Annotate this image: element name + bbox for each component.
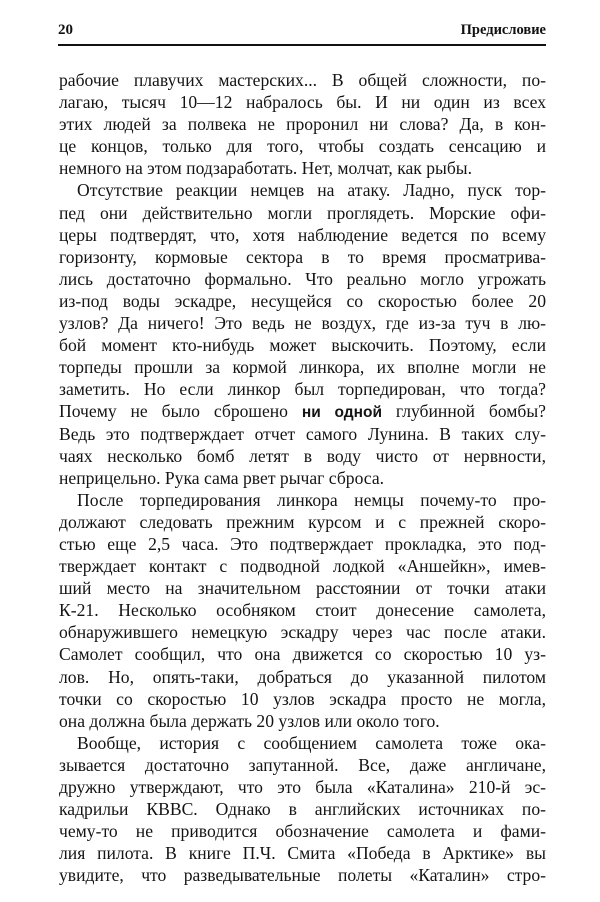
text-line: Ведь это подтверждает отчет самого Лунина. В таких слу- bbox=[59, 423, 546, 444]
text-line bbox=[59, 400, 546, 422]
text-line: неприцельно. Рука сама рвет рычаг сброса. bbox=[59, 467, 385, 488]
text-line: лагаю, тысяч 10—12 набралось бы. И ни один из всех bbox=[59, 92, 546, 113]
text-line: горизонту, кормовые сектора в то время просматрива- bbox=[59, 246, 546, 267]
running-title: Предисловие bbox=[460, 22, 546, 38]
text-line: немного на этом подзаработать. Нет, молчат, как рыбы. bbox=[59, 158, 473, 179]
body-text bbox=[59, 69, 546, 886]
text-line: це концов, только для того, чтобы создать сенсацию и bbox=[59, 136, 546, 157]
text-line: К-21. Несколько особняком стоит донесение самолета, bbox=[59, 600, 546, 621]
text-line: дружно утверждают, что это была «Каталина» 210-й эс- bbox=[59, 777, 546, 797]
text-line: должают следовать прежним курсом и с прежней скоро- bbox=[59, 511, 546, 532]
text-line: обнаружившего немецкую эскадру через час после атаки. bbox=[59, 622, 546, 643]
text-line: лов. Но, опять-таки, добраться до указанной пилотом bbox=[59, 666, 546, 687]
text-line: этих людей за полвека не проронил ни слова? Да, в кон- bbox=[59, 114, 546, 135]
text-line: заметить. Но если линкор был торпедирован, что тогда? bbox=[59, 379, 546, 400]
text-line: чаях несколько бомб летят в воду чисто от нервности, bbox=[59, 445, 546, 466]
text-line: бой момент кто-нибудь может выскочить. Поэтому, если bbox=[59, 335, 546, 356]
page-header bbox=[58, 22, 546, 46]
text-line: церы подтвердят, что, хотя наблюдение ведется по всему bbox=[59, 224, 546, 245]
text-line: Отсутствие реакции немцев на атаку. Ладно, пуск тор- bbox=[77, 180, 546, 201]
text-line: точки со скоростью 10 узлов эскадра просто не могла, bbox=[59, 688, 546, 709]
text-line: рабочие плавучих мастерских... В общей сложности, по- bbox=[59, 70, 546, 90]
text-line: Вообще, история с сообщением самолета тоже ока- bbox=[77, 732, 546, 753]
page-number: 20 bbox=[58, 22, 73, 38]
text-line: лись достаточно формально. Что реально могло угрожать bbox=[59, 268, 546, 289]
text-line: пед они действительно могли проглядеть. Морские офи- bbox=[59, 202, 546, 223]
text-line: из-под воды эскадре, несущейся со скоростью более 20 bbox=[59, 290, 546, 311]
text-line: После торпедирования линкора немцы почему-то про- bbox=[77, 489, 546, 510]
text-line: узлов? Да ничего! Это ведь не воздух, где из-за туч в лю- bbox=[59, 313, 546, 334]
header-rule bbox=[58, 44, 546, 46]
text-line: Самолет сообщил, что она движется со скоростью 10 уз- bbox=[59, 644, 546, 665]
text-line: стью еще 2,5 часа. Это подтверждает прокладка, это под- bbox=[59, 533, 546, 554]
text-line: тверждает контакт с подводной лодкой «Аншейкн», имев- bbox=[59, 556, 546, 577]
text-line: лия пилота. В книге П.Ч. Смита «Победа в Арктике» вы bbox=[59, 843, 546, 864]
bold-emphasis: ни одной bbox=[301, 404, 382, 422]
text-line: она должна была держать 20 узлов или около того. bbox=[59, 710, 440, 731]
text-line: зывается достаточно запутанной. Все, даже англичане, bbox=[59, 754, 546, 775]
text-line: чему-то не приводится обозначение самолета и фами- bbox=[59, 821, 546, 842]
text-line: ший место на значительном расстоянии от точки атаки bbox=[59, 578, 546, 599]
text-segment: Почему не было сброшено bbox=[59, 401, 302, 422]
text-line: торпеды прошли за кормой линкора, их вполне могли не bbox=[59, 357, 546, 378]
text-line: увидите, что разведывательные полеты «Каталин» стро- bbox=[59, 865, 546, 886]
text-segment: глубинной бомбы? bbox=[382, 401, 546, 422]
text-line: кадрильи КВВС. Однако в английских источниках по- bbox=[59, 799, 546, 820]
